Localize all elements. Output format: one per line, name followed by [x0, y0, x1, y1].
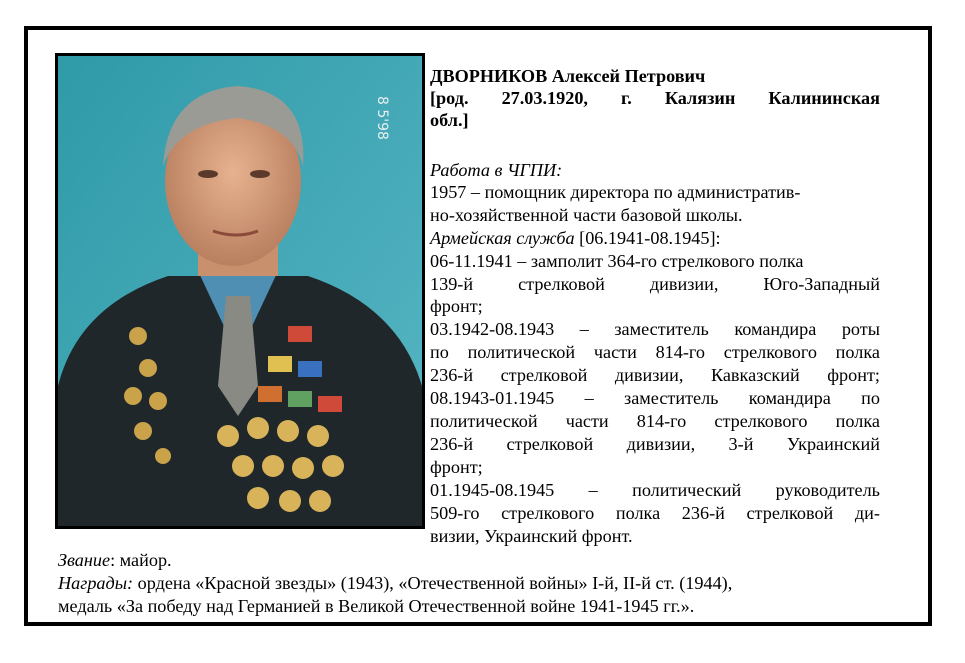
- rank-label: Звание: [58, 550, 111, 570]
- army-heading: Армейская служба: [430, 228, 575, 248]
- army-service-word: –: [579, 319, 589, 339]
- work-heading: Работа в ЧГПИ:: [430, 160, 563, 180]
- army-service-word: по: [430, 342, 449, 362]
- army-service-word: политической: [430, 411, 538, 431]
- army-service-word: заместитель: [624, 388, 719, 408]
- army-service-word: 236-й: [430, 434, 474, 454]
- army-service-word: 03.1942-08.1943: [430, 319, 555, 339]
- awards-text-1: ордена «Красной звезды» (1943), «Отечественной войны» I-й, II-й ст. (1944),: [133, 573, 733, 593]
- army-service-word: по: [861, 388, 880, 408]
- army-service-word: командира: [734, 319, 817, 339]
- army-service-word: стрелкового: [501, 503, 595, 523]
- army-service-word: полка: [615, 503, 661, 523]
- army-service-line: [430, 365, 880, 386]
- army-service-line: 06-11.1941 – замполит 364-го стрелкового полка: [430, 251, 804, 271]
- army-service-word: 814-го: [655, 342, 706, 362]
- work-line-1: 1957 – помощник директора по административ-: [430, 182, 801, 202]
- army-service-word: ди-: [854, 503, 880, 523]
- birth-region: Калининская: [768, 88, 880, 108]
- work-line-2: но-хозяйственной части базовой школы.: [430, 205, 743, 225]
- army-service-word: –: [584, 388, 594, 408]
- army-service-word: стрелковой: [518, 274, 605, 294]
- army-service-word: полка: [835, 342, 880, 362]
- army-service-line: [430, 411, 880, 432]
- army-service-line: [430, 388, 880, 409]
- birth-word-1: [род.: [430, 88, 469, 108]
- birth-info-line2: обл.]: [430, 110, 469, 130]
- army-service-word: стрелковой: [746, 503, 834, 523]
- person-name: ДВОРНИКОВ Алексей Петрович: [430, 66, 706, 86]
- army-service-word: стрелкового: [714, 411, 808, 431]
- army-service-word: дивизии,: [614, 365, 684, 385]
- army-service-word: политический: [632, 480, 742, 500]
- army-service-line: [430, 274, 880, 295]
- army-service-word: полка: [835, 411, 880, 431]
- army-service-word: Украинский: [786, 434, 880, 454]
- document-frame: [24, 26, 932, 626]
- army-service-word: 236-й: [681, 503, 725, 523]
- army-heading-line: [430, 228, 721, 249]
- awards-line-1: [58, 573, 908, 594]
- army-service-line: визии, Украинский фронт.: [430, 526, 633, 546]
- army-service-line: фронт;: [430, 457, 483, 477]
- army-service-word: 01.1945-08.1945: [430, 480, 555, 500]
- army-service-word: командира: [748, 388, 831, 408]
- birth-word-3: г.: [621, 88, 632, 108]
- army-service-word: 236-й: [430, 365, 474, 385]
- army-service-word: 509-го: [430, 503, 480, 523]
- awards-label: Награды:: [58, 573, 134, 593]
- army-service-line: [430, 480, 880, 501]
- army-service-line: [430, 434, 880, 455]
- army-service-word: 139-й: [430, 274, 474, 294]
- army-service-word: дивизии,: [649, 274, 719, 294]
- army-service-word: стрелкового: [723, 342, 817, 362]
- army-service-word: части: [593, 342, 637, 362]
- army-service-word: фронт;: [827, 365, 880, 385]
- birth-info-line1: [430, 88, 880, 109]
- awards-line-2: медаль «За победу над Германией в Великой Отечественной войне 1941-1945 гг.».: [58, 596, 695, 616]
- army-service-word: 3-й: [728, 434, 754, 454]
- army-service-word: стрелковой: [500, 365, 588, 385]
- army-service-word: роты: [841, 319, 880, 339]
- army-service-word: политической: [467, 342, 576, 362]
- rank-line: [58, 550, 172, 571]
- army-service-word: 08.1943-01.1945: [430, 388, 555, 408]
- army-service-word: заместитель: [614, 319, 709, 339]
- portrait-photo: [55, 53, 425, 529]
- army-service-word: части: [565, 411, 609, 431]
- rank-value: : майор.: [110, 550, 172, 570]
- army-service-word: 814-го: [636, 411, 687, 431]
- birth-date: 27.03.1920,: [501, 88, 588, 108]
- army-service-line: [430, 342, 880, 363]
- army-service-word: –: [588, 480, 598, 500]
- army-service-line: фронт;: [430, 296, 483, 316]
- birth-city: Калязин: [664, 88, 736, 108]
- army-service-word: руководитель: [775, 480, 880, 500]
- army-service-word: стрелковой: [506, 434, 594, 454]
- army-service-line: [430, 319, 880, 340]
- army-service-word: Кавказский: [710, 365, 800, 385]
- army-service-word: дивизии,: [626, 434, 696, 454]
- army-period: [06.1941-08.1945]:: [574, 228, 721, 248]
- army-service-word: Юго-Западный: [763, 274, 880, 294]
- photo-date-stamp: 8 5'98: [374, 96, 390, 140]
- army-service-line: [430, 503, 880, 524]
